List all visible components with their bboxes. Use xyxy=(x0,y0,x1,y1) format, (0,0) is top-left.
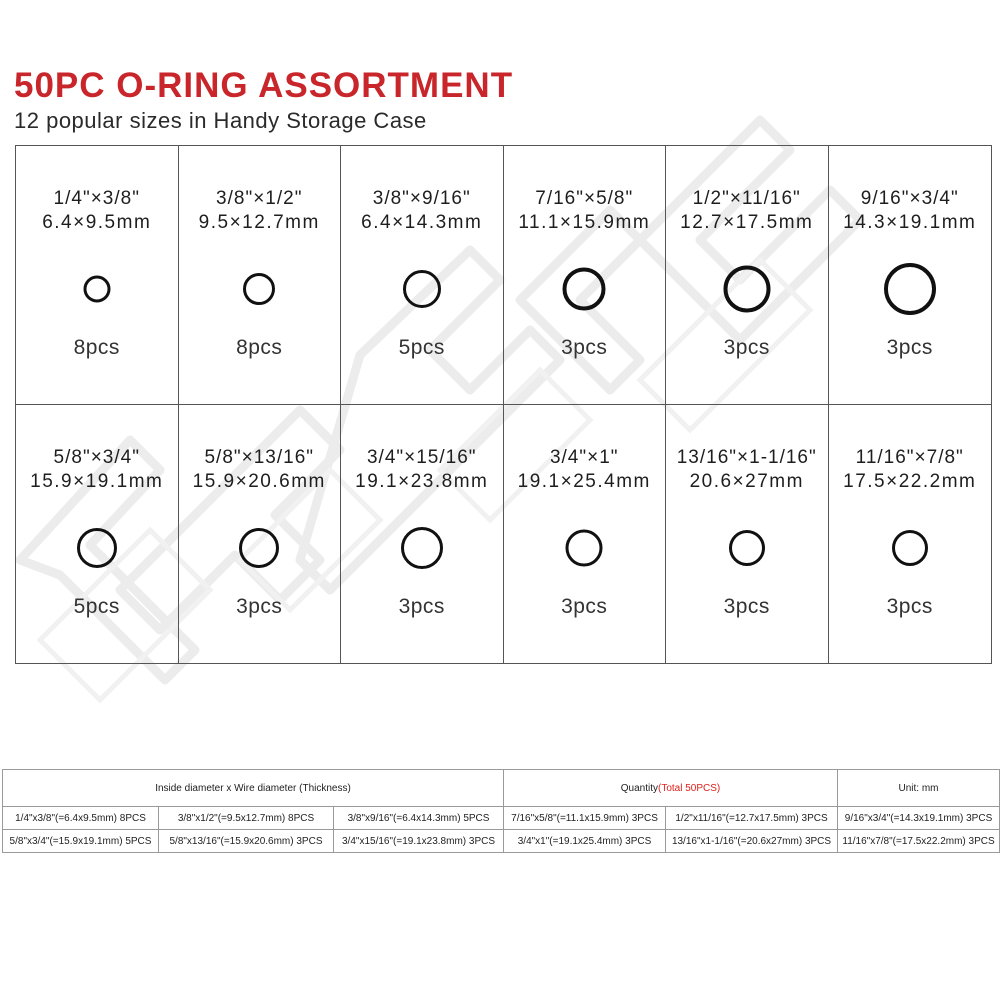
size-mm-label: 11.1×15.9mm xyxy=(518,212,651,233)
oring-compartment xyxy=(341,405,504,664)
oring-icon xyxy=(729,530,765,566)
oring-compartment xyxy=(829,405,992,664)
oring-icon xyxy=(884,263,936,315)
quantity-label: 3pcs xyxy=(886,594,933,618)
size-inch-label: 3/8"×9/16" xyxy=(372,188,471,209)
size-mm-label: 17.5×22.2mm xyxy=(843,470,977,492)
oring-compartment xyxy=(341,146,504,405)
size-inch-label: 5/8"×13/16" xyxy=(204,446,315,468)
oring-compartment xyxy=(666,405,829,664)
oring-compartment xyxy=(504,146,667,405)
size-mm-label: 6.4×9.5mm xyxy=(42,212,152,233)
quantity-header xyxy=(504,770,838,807)
page-title: 50PC O-RING ASSORTMENT xyxy=(14,66,514,105)
table-cell: 3/4"x15/16"(=19.1x23.8mm) 3PCS xyxy=(334,830,504,853)
size-inch-label: 5/8"×3/4" xyxy=(53,446,140,468)
oring-icon xyxy=(239,528,279,568)
table-cell: 13/16"x1-1/16"(=20.6x27mm) 3PCS xyxy=(666,830,838,853)
oring-icon xyxy=(83,276,110,303)
size-inch-label: 3/4"×15/16" xyxy=(366,446,477,468)
unit-header: Unit: mm xyxy=(838,770,1000,807)
quantity-label: 3pcs xyxy=(723,336,770,359)
size-inch-label: 7/16"×5/8" xyxy=(535,188,634,209)
quantity-label: 3pcs xyxy=(236,594,283,618)
quantity-label: 3pcs xyxy=(886,336,933,359)
size-mm-label: 20.6×27mm xyxy=(689,470,804,492)
table-row xyxy=(3,807,1000,830)
size-mm-label: 9.5×12.7mm xyxy=(198,212,320,233)
quantity-label: 5pcs xyxy=(398,336,445,359)
oring-case-grid xyxy=(15,145,992,664)
oring-icon xyxy=(723,266,770,313)
oring-icon xyxy=(77,528,117,568)
table-cell: 3/8"x1/2"(=9.5x12.7mm) 8PCS xyxy=(159,807,334,830)
quantity-total: (Total 50PCS) xyxy=(658,782,721,794)
oring-icon xyxy=(563,268,606,311)
table-cell: 1/4"x3/8"(=6.4x9.5mm) 8PCS xyxy=(3,807,159,830)
oring-compartment xyxy=(829,146,992,405)
table-cell: 5/8"x3/4"(=15.9x19.1mm) 5PCS xyxy=(3,830,159,853)
oring-compartment xyxy=(666,146,829,405)
table-header-row xyxy=(3,770,1000,807)
table-cell: 1/2"x11/16"(=12.7x17.5mm) 3PCS xyxy=(666,807,838,830)
quantity-label: 5pcs xyxy=(73,594,120,618)
size-inch-label: 9/16"×3/4" xyxy=(860,188,959,209)
quantity-label: 3pcs xyxy=(398,594,445,618)
size-mm-label: 15.9×19.1mm xyxy=(30,470,164,492)
table-cell: 3/4"x1"(=19.1x25.4mm) 3PCS xyxy=(504,830,666,853)
quantity-header-label: Quantity xyxy=(620,782,659,794)
size-inch-label: 13/16"×1-1/16" xyxy=(676,446,817,468)
table-cell: 9/16"x3/4"(=14.3x19.1mm) 3PCS xyxy=(838,807,1000,830)
oring-compartment xyxy=(179,146,342,405)
table-cell: 11/16"x7/8"(=17.5x22.2mm) 3PCS xyxy=(838,830,1000,853)
size-mm-label: 6.4×14.3mm xyxy=(361,212,483,233)
size-mm-label: 14.3×19.1mm xyxy=(843,212,977,233)
oring-icon xyxy=(243,273,275,305)
spec-table xyxy=(2,769,1000,853)
dimension-header: Inside diameter x Wire diameter (Thickness) xyxy=(3,770,504,807)
oring-compartment xyxy=(16,405,179,664)
size-mm-label: 12.7×17.5mm xyxy=(680,212,814,233)
quantity-label: 3pcs xyxy=(561,594,608,618)
quantity-label: 3pcs xyxy=(723,594,770,618)
size-inch-label: 1/4"×3/8" xyxy=(53,188,140,209)
table-row xyxy=(3,830,1000,853)
quantity-label: 8pcs xyxy=(236,336,283,359)
size-inch-label: 3/8"×1/2" xyxy=(216,188,303,209)
oring-icon xyxy=(401,527,443,569)
oring-icon xyxy=(566,529,603,566)
page-subtitle: 12 popular sizes in Handy Storage Case xyxy=(14,108,427,133)
table-cell: 3/8"x9/16"(=6.4x14.3mm) 5PCS xyxy=(334,807,504,830)
size-inch-label: 3/4"×1" xyxy=(549,446,619,468)
table-cell: 7/16"x5/8"(=11.1x15.9mm) 3PCS xyxy=(504,807,666,830)
oring-compartment xyxy=(504,405,667,664)
size-mm-label: 15.9×20.6mm xyxy=(192,470,326,492)
oring-compartment xyxy=(179,405,342,664)
oring-icon xyxy=(892,530,928,566)
size-inch-label: 11/16"×7/8" xyxy=(855,446,964,468)
size-mm-label: 19.1×25.4mm xyxy=(517,470,651,492)
oring-compartment xyxy=(16,146,179,405)
quantity-label: 3pcs xyxy=(561,336,608,359)
quantity-label: 8pcs xyxy=(73,336,120,359)
oring-icon xyxy=(403,270,441,308)
size-inch-label: 1/2"×11/16" xyxy=(692,188,801,209)
size-mm-label: 19.1×23.8mm xyxy=(355,470,489,492)
table-cell: 5/8"x13/16"(=15.9x20.6mm) 3PCS xyxy=(159,830,334,853)
